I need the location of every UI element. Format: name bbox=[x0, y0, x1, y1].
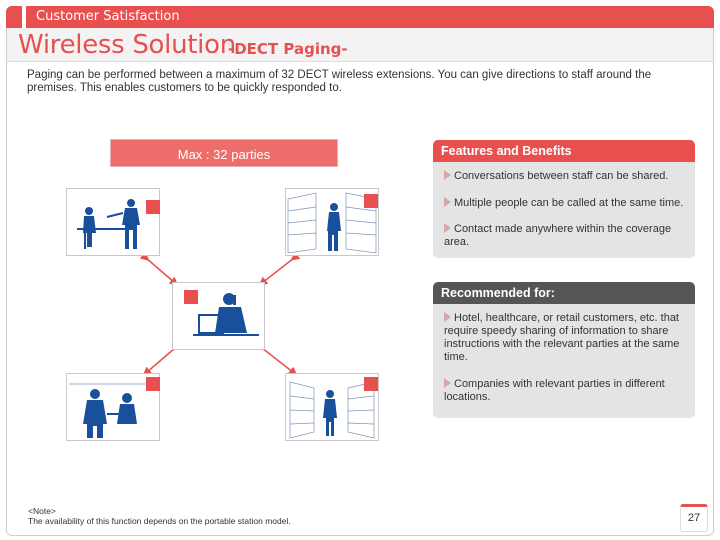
intro-paragraph: Paging can be performed between a maximum of 32 DECT wireless extensions. You can give directions to staff around the premises. This enables customers to be quickly responded to. bbox=[27, 69, 652, 94]
section-label: Customer Satisfaction bbox=[36, 9, 180, 24]
page-title: Wireless Solution bbox=[18, 30, 236, 60]
photo-marker bbox=[146, 377, 160, 391]
max-parties-box: Max : 32 parties bbox=[110, 139, 338, 167]
photo-marker bbox=[184, 290, 198, 304]
bullet-icon bbox=[444, 197, 451, 207]
arrow-bottom-right bbox=[262, 348, 294, 373]
arrow-top-right bbox=[262, 258, 294, 283]
bullet-icon bbox=[444, 312, 451, 322]
recommended-header: Recommended for: bbox=[433, 282, 695, 304]
bullet-icon bbox=[444, 170, 451, 180]
feature-item: Multiple people can be called at the same time. bbox=[444, 197, 690, 210]
photo-office-meeting bbox=[66, 188, 160, 256]
photo-marker bbox=[364, 377, 378, 391]
page-subtitle: -DECT Paging- bbox=[228, 40, 348, 58]
features-header: Features and Benefits bbox=[433, 140, 695, 162]
arrow-bottom-left bbox=[146, 348, 175, 373]
bullet-icon bbox=[444, 378, 451, 388]
feature-item: Conversations between staff can be shared. bbox=[444, 170, 690, 183]
recommended-item: Companies with relevant parties in different locations. bbox=[444, 378, 665, 403]
bullet-icon bbox=[444, 223, 451, 233]
footnote bbox=[28, 506, 291, 526]
page-number: 27 bbox=[680, 504, 708, 532]
photo-marker bbox=[146, 200, 160, 214]
arrow-top-left bbox=[146, 258, 175, 283]
recommended-item: Hotel, healthcare, or retail customers, etc. that require speedy sharing of information to share instructions with the relevant parties at the same time. bbox=[444, 312, 680, 363]
note-text: The availability of this function depends on the portable station model. bbox=[28, 516, 291, 526]
feature-item: Contact made anywhere within the coverage area. bbox=[444, 223, 672, 248]
photo-marker bbox=[364, 194, 378, 208]
note-label: <Note> bbox=[28, 506, 56, 516]
